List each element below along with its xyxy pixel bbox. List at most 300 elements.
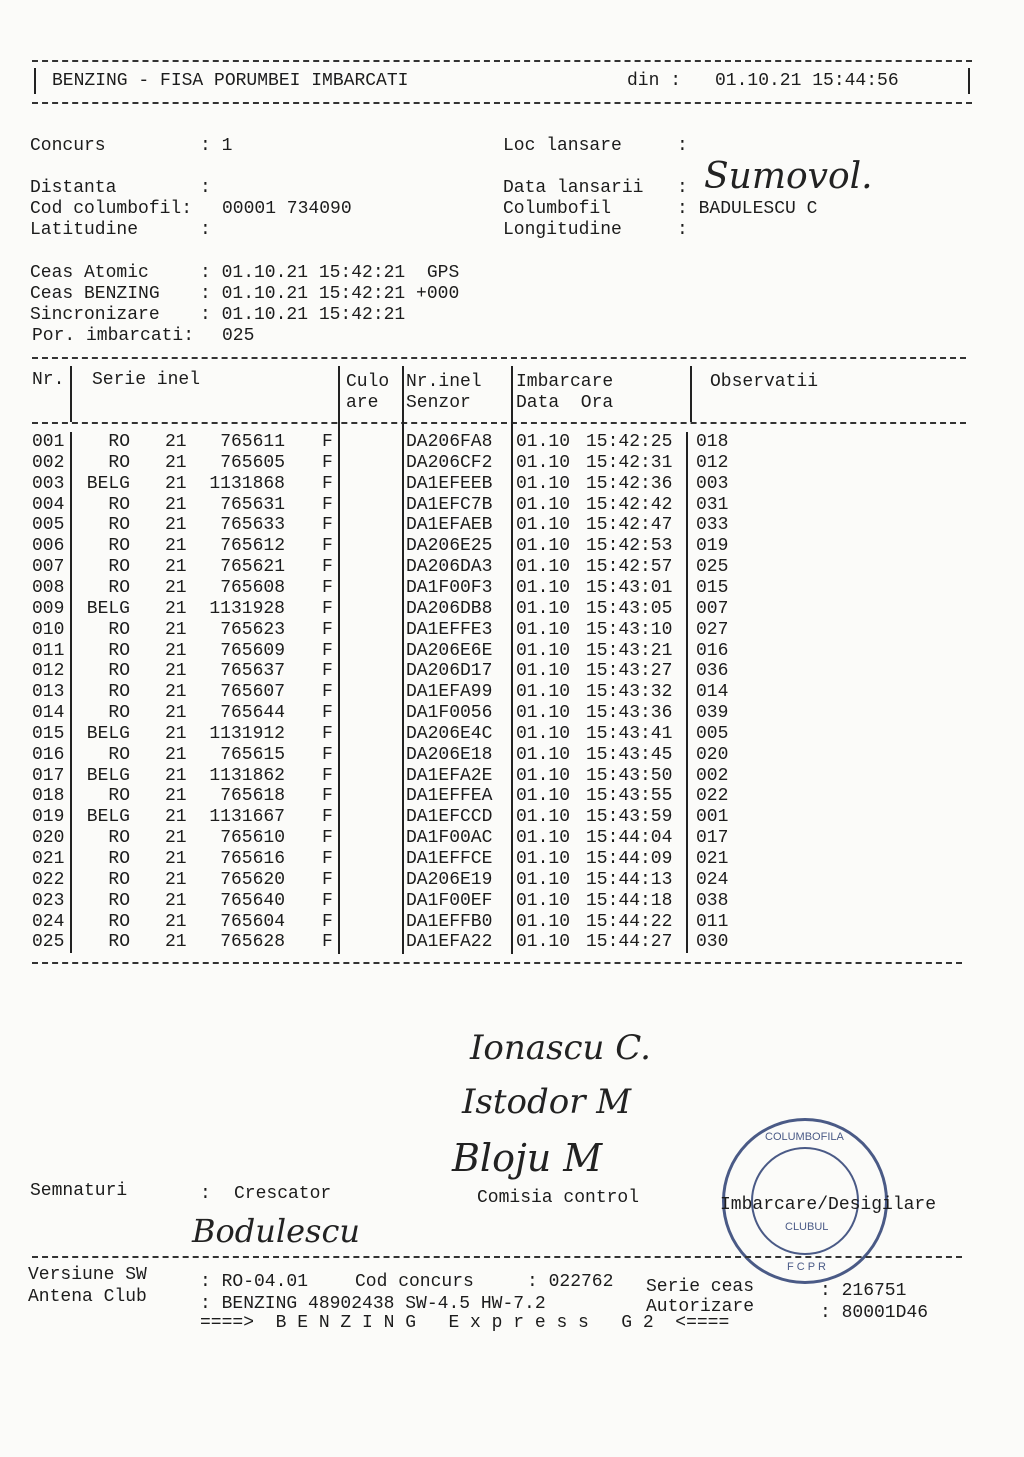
concurs-label: Concurs [30, 136, 106, 156]
cell-sex: F [322, 828, 333, 849]
col-header-senzor-2: Senzor [406, 393, 471, 413]
cell-year: 21 [165, 452, 187, 473]
cell-date: 01.10 [516, 786, 571, 807]
col-divider [686, 599, 688, 620]
cell-nr: 019 [32, 807, 65, 828]
col-divider [686, 745, 688, 766]
cell-sensor: DA206E6E [406, 640, 493, 661]
cell-date: 01.10 [516, 849, 571, 869]
col-divider [686, 620, 688, 641]
cell-country: BELG [86, 723, 130, 744]
data-value: : [677, 178, 688, 198]
col-divider [70, 474, 72, 495]
cell-obs: 031 [696, 494, 729, 515]
cell-sensor: DA1F00AC [406, 828, 493, 849]
cell-year: 21 [165, 536, 187, 557]
cell-date: 01.10 [516, 494, 571, 515]
clock-label: Sincronizare [30, 305, 160, 325]
cell-date: 01.10 [516, 744, 571, 765]
col-divider [70, 641, 72, 662]
cell-date: 01.10 [516, 452, 571, 473]
cell-ring: 765615 [220, 744, 285, 765]
table-bottom-rule [32, 962, 962, 964]
col-divider [70, 724, 72, 745]
cell-date: 01.10 [516, 619, 571, 640]
concurs-value: : 1 [200, 136, 233, 156]
long-value: : [677, 220, 688, 240]
cell-sensor: DA206E19 [406, 869, 493, 890]
table-row [0, 599, 1024, 620]
cell-nr: 002 [32, 452, 65, 473]
cell-sensor: DA206DA3 [406, 557, 493, 578]
cell-sex: F [322, 432, 333, 452]
cell-date: 01.10 [516, 432, 571, 452]
col-divider [70, 536, 72, 557]
col-divider [690, 366, 692, 422]
distanta-value: : [200, 178, 211, 198]
cell-year: 21 [165, 828, 187, 849]
col-divider [70, 661, 72, 682]
cell-date: 01.10 [516, 807, 571, 828]
cell-year: 21 [165, 473, 187, 494]
col-divider [70, 745, 72, 766]
cell-sex: F [322, 619, 333, 640]
cell-nr: 021 [32, 849, 65, 869]
cell-year: 21 [165, 703, 187, 724]
cell-ring: 1131868 [209, 473, 285, 494]
col-divider [70, 578, 72, 599]
cell-ring: 765607 [220, 682, 285, 703]
cell-nr: 015 [32, 723, 65, 744]
cell-ring: 765628 [220, 932, 285, 953]
table-header-rule [32, 422, 966, 424]
cell-time: 15:42:25 [586, 432, 673, 452]
cell-country: RO [108, 703, 130, 724]
crescator-label: Crescator [234, 1184, 332, 1204]
cell-country: RO [108, 661, 130, 682]
cell-year: 21 [165, 723, 187, 744]
signature-ionascu: Ionascu C. [470, 1028, 651, 1068]
cell-ring: 765631 [220, 494, 285, 515]
document-title: BENZING - FISA PORUMBEI IMBARCATI [52, 71, 409, 91]
data-label: Data lansarii [503, 178, 644, 198]
cell-nr: 010 [32, 619, 65, 640]
cell-nr: 014 [32, 703, 65, 724]
cell-date: 01.10 [516, 557, 571, 578]
serie-ceas-value: : 216751 [820, 1281, 907, 1301]
cell-year: 21 [165, 494, 187, 515]
cell-country: RO [108, 932, 130, 953]
table-row [0, 578, 1024, 599]
col-divider [686, 661, 688, 682]
cell-nr: 024 [32, 911, 65, 932]
cell-sensor: DA1F00EF [406, 890, 493, 911]
cell-obs: 003 [696, 473, 729, 494]
cell-ring: 1131928 [209, 598, 285, 619]
lat-label: Latitudine [30, 220, 139, 240]
distanta-label: Distanta [30, 178, 117, 198]
table-top-rule [32, 357, 966, 359]
table-row [0, 703, 1024, 724]
col-divider [686, 432, 688, 453]
cell-date: 01.10 [516, 828, 571, 849]
col-divider [686, 536, 688, 557]
cell-obs: 022 [696, 786, 729, 807]
cell-sensor: DA1EFAEB [406, 515, 493, 536]
cell-country: RO [108, 911, 130, 932]
col-divider [70, 432, 72, 453]
cell-nr: 006 [32, 536, 65, 557]
cell-time: 15:43:05 [586, 598, 673, 619]
col-divider [70, 870, 72, 891]
cell-sex: F [322, 869, 333, 890]
cell-country: RO [108, 849, 130, 869]
cell-time: 15:43:01 [586, 577, 673, 598]
cell-sensor: DA206DB8 [406, 598, 493, 619]
col-divider [686, 578, 688, 599]
signature-bodulescu: Bodulescu [192, 1212, 360, 1250]
cell-sensor: DA206CF2 [406, 452, 493, 473]
cell-ring: 765604 [220, 911, 285, 932]
cell-nr: 007 [32, 557, 65, 578]
cell-country: RO [108, 577, 130, 598]
col-divider [70, 557, 72, 578]
col-divider [70, 599, 72, 620]
cell-obs: 024 [696, 869, 729, 890]
table-row [0, 807, 1024, 828]
cell-obs: 021 [696, 849, 729, 869]
cell-year: 21 [165, 932, 187, 953]
col-divider [686, 557, 688, 578]
cell-country: RO [108, 786, 130, 807]
cell-ring: 765608 [220, 577, 285, 598]
col-divider [686, 703, 688, 724]
cell-obs: 018 [696, 432, 729, 452]
col-divider [686, 828, 688, 849]
cell-sensor: DA1EFA22 [406, 932, 493, 953]
cell-country: RO [108, 828, 130, 849]
cell-sex: F [322, 911, 333, 932]
cell-nr: 001 [32, 432, 65, 452]
clock-value: : 01.10.21 15:42:21 GPS [200, 263, 460, 283]
cell-sex: F [322, 536, 333, 557]
col-divider [686, 891, 688, 912]
cell-date: 01.10 [516, 598, 571, 619]
loc-value: : [677, 136, 688, 156]
cell-nr: 013 [32, 682, 65, 703]
table-row [0, 932, 1024, 953]
table-row [0, 766, 1024, 787]
col-divider [70, 620, 72, 641]
cell-sensor: DA206E18 [406, 744, 493, 765]
cell-sex: F [322, 682, 333, 703]
cell-time: 15:42:36 [586, 473, 673, 494]
cell-country: RO [108, 432, 130, 452]
cell-sensor: DA1EFFCE [406, 849, 493, 869]
col-divider [686, 849, 688, 870]
col-divider [70, 912, 72, 933]
din-value: 01.10.21 15:44:56 [715, 71, 899, 91]
table-row [0, 870, 1024, 891]
cell-year: 21 [165, 432, 187, 452]
cell-date: 01.10 [516, 640, 571, 661]
col-divider [686, 766, 688, 787]
cell-time: 15:44:09 [586, 849, 673, 869]
table-row [0, 432, 1024, 453]
col-divider [70, 682, 72, 703]
semnaturi-sep: : [200, 1184, 211, 1204]
col-divider [686, 912, 688, 933]
cell-date: 01.10 [516, 911, 571, 932]
cell-ring: 1131667 [209, 807, 285, 828]
cell-country: RO [108, 536, 130, 557]
cell-country: RO [108, 890, 130, 911]
signature-istodor: Istodor M [462, 1082, 632, 1122]
clock-label: Ceas Atomic [30, 263, 149, 283]
cell-year: 21 [165, 744, 187, 765]
cell-nr: 011 [32, 640, 65, 661]
cell-sensor: DA206FA8 [406, 432, 493, 452]
cell-year: 21 [165, 849, 187, 869]
cell-ring: 765621 [220, 557, 285, 578]
col-divider [686, 932, 688, 953]
cell-sex: F [322, 577, 333, 598]
table-row [0, 828, 1024, 849]
cell-country: BELG [86, 598, 130, 619]
header-left-border [34, 68, 36, 94]
cod-label: Cod columbofil: [30, 199, 193, 219]
cell-obs: 033 [696, 515, 729, 536]
cell-sensor: DA1EFFE3 [406, 619, 493, 640]
signature-bloju: Bloju M [452, 1136, 603, 1180]
cell-obs: 015 [696, 577, 729, 598]
cell-date: 01.10 [516, 869, 571, 890]
cell-obs: 039 [696, 703, 729, 724]
cell-nr: 017 [32, 765, 65, 786]
cell-sex: F [322, 640, 333, 661]
cell-nr: 023 [32, 890, 65, 911]
cell-sex: F [322, 723, 333, 744]
clock-value: : 01.10.21 15:42:21 [200, 305, 406, 325]
col-divider [70, 515, 72, 536]
cell-country: RO [108, 682, 130, 703]
cell-date: 01.10 [516, 661, 571, 682]
cell-date: 01.10 [516, 703, 571, 724]
cell-obs: 001 [696, 807, 729, 828]
cell-date: 01.10 [516, 723, 571, 744]
table-row [0, 682, 1024, 703]
cell-time: 15:43:50 [586, 765, 673, 786]
cell-year: 21 [165, 577, 187, 598]
cell-country: RO [108, 515, 130, 536]
cell-ring: 1131862 [209, 765, 285, 786]
cell-date: 01.10 [516, 577, 571, 598]
col-divider [686, 515, 688, 536]
cell-time: 15:42:53 [586, 536, 673, 557]
semnaturi-label: Semnaturi [30, 1181, 128, 1201]
cell-sex: F [322, 890, 333, 911]
col-divider [686, 641, 688, 662]
cell-sensor: DA1EFCCD [406, 807, 493, 828]
cell-year: 21 [165, 619, 187, 640]
cell-obs: 016 [696, 640, 729, 661]
cell-ring: 765605 [220, 452, 285, 473]
col-divider [70, 891, 72, 912]
cell-sex: F [322, 932, 333, 953]
col-divider [686, 495, 688, 516]
cell-nr: 016 [32, 744, 65, 765]
col-divider [686, 807, 688, 828]
cell-ring: 765618 [220, 786, 285, 807]
table-row [0, 745, 1024, 766]
table-row [0, 786, 1024, 807]
col-divider [70, 786, 72, 807]
col-header-nr: Nr. [32, 370, 65, 390]
cell-country: BELG [86, 473, 130, 494]
loc-handwritten: Sumovol. [704, 156, 873, 197]
cell-obs: 020 [696, 744, 729, 765]
cell-sensor: DA1F00F3 [406, 577, 493, 598]
cell-nr: 012 [32, 661, 65, 682]
cell-time: 15:43:27 [586, 661, 673, 682]
cell-date: 01.10 [516, 765, 571, 786]
cell-year: 21 [165, 765, 187, 786]
col-header-serie: Serie inel [92, 370, 201, 390]
cell-ring: 765611 [220, 432, 285, 452]
cell-country: RO [108, 452, 130, 473]
cell-year: 21 [165, 515, 187, 536]
versiune-value: : RO-04.01 [200, 1272, 309, 1292]
table-row [0, 474, 1024, 495]
col-divider [70, 703, 72, 724]
cell-nr: 025 [32, 932, 65, 953]
cell-obs: 030 [696, 932, 729, 953]
cell-sensor: DA206E4C [406, 723, 493, 744]
table-row [0, 515, 1024, 536]
cell-sex: F [322, 452, 333, 473]
col-divider [686, 724, 688, 745]
cell-sensor: DA1EFEEB [406, 473, 493, 494]
clock-label: Ceas BENZING [30, 284, 160, 304]
comisia-label: Comisia control [477, 1188, 640, 1208]
cell-ring: 765612 [220, 536, 285, 557]
cell-country: RO [108, 619, 130, 640]
col-divider [70, 932, 72, 953]
cell-year: 21 [165, 640, 187, 661]
cell-country: RO [108, 557, 130, 578]
cell-sex: F [322, 703, 333, 724]
cell-obs: 011 [696, 911, 729, 932]
table-row [0, 661, 1024, 682]
cell-time: 15:43:32 [586, 682, 673, 703]
col-header-senzor: Nr.inel [406, 372, 482, 392]
cell-ring: 765640 [220, 890, 285, 911]
cell-sex: F [322, 765, 333, 786]
cell-obs: 005 [696, 723, 729, 744]
col-header-imbarcare: Imbarcare [516, 372, 614, 392]
cell-obs: 002 [696, 765, 729, 786]
cell-sensor: DA1F0056 [406, 703, 493, 724]
cell-date: 01.10 [516, 890, 571, 911]
cell-time: 15:42:57 [586, 557, 673, 578]
serie-ceas-label: Serie ceas [646, 1277, 755, 1297]
cell-nr: 020 [32, 828, 65, 849]
table-row [0, 912, 1024, 933]
club-stamp: COLUMBOFILA F C P R CLUBUL [722, 1118, 888, 1284]
autorizare-value: : 80001D46 [820, 1303, 929, 1323]
table-row [0, 536, 1024, 557]
cell-time: 15:42:31 [586, 452, 673, 473]
loc-label: Loc lansare [503, 136, 622, 156]
cell-country: RO [108, 494, 130, 515]
cell-time: 15:43:45 [586, 744, 673, 765]
cell-sensor: DA1EFFB0 [406, 911, 493, 932]
table-row [0, 620, 1024, 641]
cell-ring: 765644 [220, 703, 285, 724]
imbarcati-label: Por. imbarcati: [32, 326, 195, 346]
versiune-label: Versiune SW [28, 1265, 147, 1285]
cell-sensor: DA1EFFEA [406, 786, 493, 807]
cell-sex: F [322, 515, 333, 536]
cell-sex: F [322, 494, 333, 515]
imbarcati-value: 025 [222, 326, 255, 346]
cell-sensor: DA1EFA2E [406, 765, 493, 786]
cod-concurs-value: : 022762 [527, 1272, 614, 1292]
cell-ring: 765633 [220, 515, 285, 536]
cell-obs: 007 [696, 598, 729, 619]
header-top-rule [32, 60, 972, 62]
long-label: Longitudine [503, 220, 622, 240]
cell-ring: 1131912 [209, 723, 285, 744]
cell-year: 21 [165, 890, 187, 911]
col-divider [686, 870, 688, 891]
col-divider [70, 766, 72, 787]
cell-sex: F [322, 849, 333, 869]
cell-time: 15:43:21 [586, 640, 673, 661]
cell-year: 21 [165, 869, 187, 890]
cell-ring: 765637 [220, 661, 285, 682]
col-divider [686, 786, 688, 807]
cell-year: 21 [165, 598, 187, 619]
cell-sensor: DA1EFA99 [406, 682, 493, 703]
cell-nr: 009 [32, 598, 65, 619]
cell-sex: F [322, 473, 333, 494]
cell-sex: F [322, 598, 333, 619]
table-row [0, 891, 1024, 912]
cell-year: 21 [165, 682, 187, 703]
cell-time: 15:42:42 [586, 494, 673, 515]
cell-ring: 765610 [220, 828, 285, 849]
table-row [0, 495, 1024, 516]
cod-concurs-label: Cod concurs [355, 1272, 474, 1292]
header-right-border [968, 68, 970, 94]
cell-ring: 765616 [220, 849, 285, 869]
cell-obs: 027 [696, 619, 729, 640]
col-divider [686, 453, 688, 474]
header-bottom-rule [32, 102, 972, 104]
table-row [0, 641, 1024, 662]
cell-year: 21 [165, 807, 187, 828]
table-row [0, 724, 1024, 745]
table-row [0, 849, 1024, 870]
col-divider [70, 807, 72, 828]
col-header-culoare-2: are [346, 393, 379, 413]
cell-obs: 019 [696, 536, 729, 557]
cell-time: 15:44:13 [586, 869, 673, 890]
cell-sensor: DA206E25 [406, 536, 493, 557]
din-label: din : [627, 71, 682, 91]
cell-time: 15:42:47 [586, 515, 673, 536]
